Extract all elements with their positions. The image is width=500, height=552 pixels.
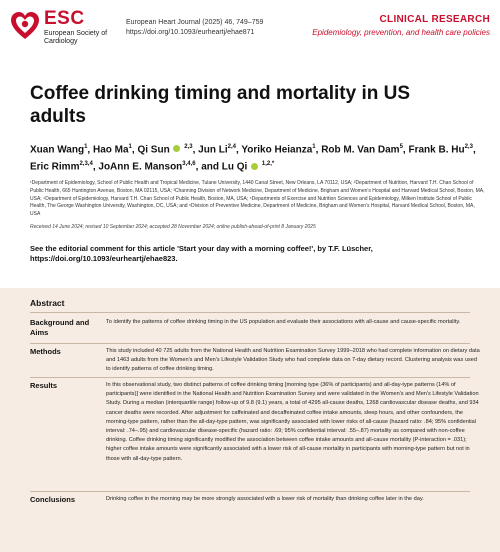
author-affiliation-marker: 2,3,4 <box>79 161 93 168</box>
abstract-heading: Abstract <box>30 298 65 308</box>
abstract-divider <box>30 312 470 313</box>
editorial-note[interactable]: See the editorial comment for this article 'Start your day with a morning coffee!', by T.F. Lüscher, https://doi.org/10.1093/eurheartj/ehae823. <box>30 244 373 263</box>
section-label: Results <box>30 381 58 390</box>
article-category <box>312 14 490 37</box>
orcid-icon[interactable] <box>251 163 258 170</box>
author-affiliation-marker: 1 <box>128 144 132 150</box>
journal-citation <box>126 18 263 38</box>
category-subtitle: Epidemiology, prevention, and health care policies <box>312 28 490 37</box>
article-dates: Received 14 June 2024; revised 10 September 2024; accepted 28 November 2024; online publish-ahead-of-print 8 January 2025 <box>30 224 316 230</box>
logo-text: ESC <box>44 8 85 29</box>
journal-header <box>10 8 490 54</box>
author-list: Xuan Wang$^1$, Hao Ma$^1$, Qi Sun $^{2,3}$, Jun Li$^{2,4}$, Yoriko Heianza$^1$, Rob M. Van Dam$^5$, Frank B. Hu$^{2,3}$, Eric Rimm$^{2,3,4}$, JoAnn E. Manson$^{3,4,6}$, and Lu Qi $^{1,2,*}$ <box>30 144 476 173</box>
author-name[interactable]: Rob M. Van Dam <box>321 144 400 156</box>
author-affiliation-marker: 2,4 <box>227 144 236 150</box>
journal-citation-line: European Heart Journal (2025) 46, 749–759 <box>126 19 264 26</box>
section-divider <box>30 491 470 492</box>
author-name[interactable]: Jun Li <box>198 144 228 156</box>
author-affiliation-marker: 1,2,* <box>261 161 275 168</box>
author-affiliation-marker: 1 <box>84 144 88 150</box>
section-divider <box>30 377 470 378</box>
doi-link[interactable]: https://doi.org/10.1093/eurheartj/ehae871 <box>126 29 255 36</box>
author-name[interactable]: JoAnn E. Manson <box>98 161 183 173</box>
author-name[interactable]: Hao Ma <box>92 144 129 156</box>
article-title: Coffee drinking timing and mortality in US adults <box>30 83 411 127</box>
author-affiliation-marker: 1 <box>312 144 316 150</box>
author-name[interactable]: Yoriko Heianza <box>241 144 313 156</box>
section-label: Methods <box>30 347 61 356</box>
logo-subtext: European Society of Cardiology <box>44 30 108 45</box>
section-label: Conclusions <box>30 495 76 504</box>
orcid-icon[interactable] <box>173 145 180 152</box>
section-text: In this observational study, two distinct patterns of coffee drinking timing [morning type (36% of participants) and all-day-type patterns (14% of participants)] were identified in the National Health and Nutrition Examination Survey and were validated in the Women's and Men's Lifestyle Validation Study. During a median (interquartile range) follow-up of 9.8 (9.1) years, a total of 4295 all-cause deaths, 1268 cardiovascular disease deaths, and 934 cancer deaths were recorded. After adjustment for caffeinated and decaffeinated coffee intake amounts, sleep hours, and other confounders, the morning-type pattern, rather than the all-day-type pattern, was significantly associated with lower risks of all-cause (hazard ratio: .84; 95% confidential interval: .74–.95) and cardiovascular disease-specific (hazard ratio: .69; 95% confidential interval: .55–.87) mortality as compared with non-coffee drinking. Coffee drinking timing significantly modified the association between coffee intake amounts and all-cause mortality (P-interaction = .031); higher coffee intake amounts were significantly associated with a lower risk of all-cause mortality in participants with morning-type pattern but not in those with all-day-type pattern. <box>106 382 479 462</box>
author-name[interactable]: Qi Sun <box>137 144 170 156</box>
author-name[interactable]: Xuan Wang <box>30 144 85 156</box>
author-affiliation-marker: 3,4,6 <box>182 161 196 168</box>
author-name[interactable]: and Lu Qi <box>201 161 248 173</box>
section-text: This study included 40 725 adults from the National Health and Nutrition Examination Survey 1999–2018 who had complete information on dietary data and 1463 adults from the Women's and Men's Lifestyle Validation Study who had complete data on 7-day dietary record. Clustering analysis was used to identify patterns of coffee drinking timing. <box>106 348 480 373</box>
esc-logo <box>10 10 110 50</box>
heart-logo-icon <box>10 10 40 42</box>
section-label: Background and Aims <box>30 318 90 337</box>
author-affiliation-marker: 2,3 <box>464 144 473 150</box>
section-text: To identify the patterns of coffee drinking timing in the US population and evaluate their associations with all-cause and cause-specific mortality. <box>106 319 461 325</box>
author-name[interactable]: Eric Rimm <box>30 161 80 173</box>
section-divider <box>30 343 470 344</box>
section-text: Drinking coffee in the morning may be more strongly associated with a lower risk of mortality than drinking coffee later in the day. <box>106 496 424 502</box>
category-title: CLINICAL RESEARCH <box>379 14 490 25</box>
author-name[interactable]: Frank B. Hu <box>408 144 465 156</box>
abstract-box <box>0 288 500 552</box>
author-affiliation-marker: 5 <box>399 144 403 150</box>
affiliations: ¹Department of Epidemiology, School of Public Health and Tropical Medicine, Tulane University, 1440 Canal Street, New Orleans, LA 70112, USA; ²Department of Nutrition, Harvard T.H. Chan School of Public Health, 665 Huntington Avenue, Boston, MA 02115, USA; ³Channing Division of Network Medicine, Department of Medicine, Brigham and Women's Hospital and Harvard Medical School, Boston, MA, USA; ⁴Department of Epidemiology, Harvard T.H. Chan School of Public Health, Boston, MA, USA; ⁵Departments of Exercise and Nutrition Sciences and Epidemiology, Milken Institute School of Public Health, The George Washington University, Washington, DC, USA; and ⁶Division of Preventive Medicine, Department of Medicine, Brigham and Women's Hospital, Harvard Medical School, Boston, MA, USA <box>30 180 485 218</box>
author-affiliation-marker: 2,3 <box>184 144 193 150</box>
